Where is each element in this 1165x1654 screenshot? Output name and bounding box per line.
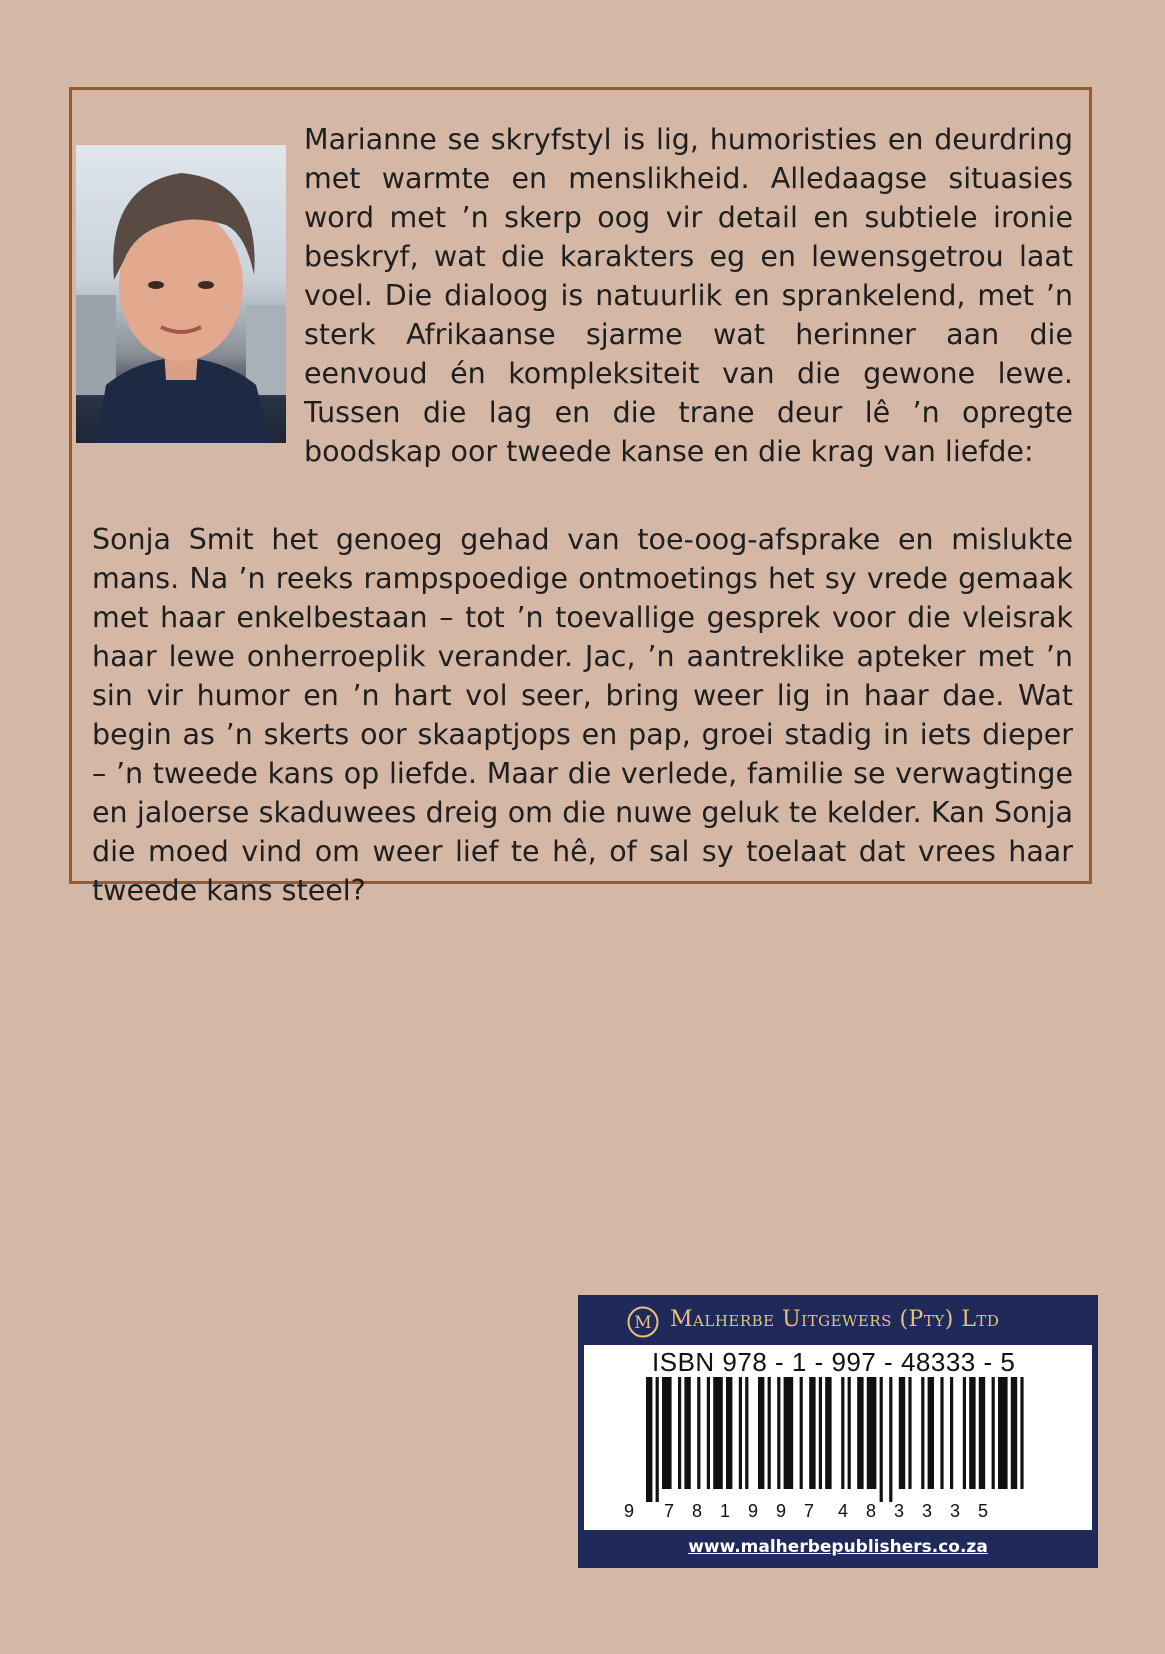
barcode-bar (758, 1377, 764, 1489)
barcode-digit: 9 (624, 1501, 635, 1521)
barcode-bar (684, 1377, 690, 1489)
barcode-bar (707, 1377, 710, 1489)
barcode-bar (656, 1377, 659, 1502)
barcode-digit: 8 (866, 1501, 877, 1521)
barcode-digit: 7 (804, 1501, 815, 1521)
isbn-block (578, 1295, 1098, 1568)
barcode-bar (784, 1377, 794, 1489)
isbn-number: ISBN 978 - 1 - 997 - 48333 - 5 (652, 1347, 1016, 1377)
barcode-bar (697, 1377, 700, 1489)
barcode-digits (584, 1501, 1092, 1527)
barcode-bar (646, 1377, 652, 1502)
barcode-bar (950, 1377, 953, 1489)
barcode-digit: 3 (922, 1501, 933, 1521)
barcode-bar (800, 1377, 803, 1489)
author-blurb-paragraph: Marianne se skryfstyl is lig, humoristies en deurdring met warmte en menslikheid. Alledaagse situasies word met ’n skerp oog vir detail en subtiele ironie beskryf, wat die karakters eg en lewensgetrou laat voel. Die dialoog is natuurlik en sprankelend, met ’n sterk Afrikaanse sjarme wat herinner aan die eenvoud én kompleksiteit van die gewone lewe. Tussen die lag en die trane deur lê ’n opregte boodskap oor tweede kanse en die krag van liefde: (304, 123, 1073, 468)
barcode-digit: 3 (950, 1501, 961, 1521)
barcode-digit: 5 (978, 1501, 989, 1521)
barcode-bar (726, 1377, 732, 1489)
barcode-bar (928, 1377, 934, 1489)
barcode-bar (713, 1377, 723, 1489)
author-portrait-illustration (76, 145, 286, 443)
publisher-name: Malherbe Uitgewers (Pty) Ltd (670, 1307, 1000, 1332)
barcode-bar (940, 1377, 943, 1489)
barcode-bar (739, 1377, 742, 1489)
barcode-bar (1020, 1377, 1023, 1489)
barcode-bar (777, 1377, 780, 1489)
barcode-bar (969, 1377, 975, 1489)
barcode-bar (857, 1377, 863, 1489)
barcode-digit: 4 (838, 1501, 849, 1521)
barcode-bar (809, 1377, 815, 1489)
story-synopsis-paragraph: Sonja Smit het genoeg gehad van toe-oog-afsprake en mislukte mans. Na ’n reeks rampspoedige ontmoetings het sy vrede gemaak met haar enkelbestaan – tot ’n toevallige gesprek voor die vleisrak haar lewe onherroeplik verander. Jac, ’n aantreklike apteker met ’n sin vir humor en ’n hart vol seer, bring weer lig in haar dae. Wat begin as ’n skerts oor skaaptjops en pap, groei stadig in iets dieper – ’n tweede kans op liefde. Maar die verlede, familie se verwagtinge en jaloerse skaduwees dreig om die nuwe geluk te kelder. Kan Sonja die moed vind om weer lief te hê, of sal sy toelaat dat vrees haar tweede kans steel? (92, 523, 1073, 907)
barcode-bar (848, 1377, 851, 1489)
barcode-digit: 8 (692, 1501, 703, 1521)
barcode-bar (745, 1377, 748, 1489)
barcode-bar (899, 1377, 905, 1489)
barcode-digit: 3 (894, 1501, 905, 1521)
barcode-panel (584, 1345, 1092, 1530)
barcode-digit: 7 (664, 1501, 675, 1521)
barcode-bar (825, 1377, 831, 1489)
publisher-website-link[interactable]: www.malherbepublishers.co.za (688, 1537, 988, 1557)
barcode-bar (662, 1377, 672, 1489)
barcode-bar (819, 1377, 822, 1489)
blurb-box (69, 87, 1092, 907)
barcode-bar (979, 1377, 985, 1489)
barcode-bar (880, 1377, 883, 1502)
author-photo (76, 145, 286, 443)
barcode-digit: 9 (776, 1501, 787, 1521)
barcode-bar (678, 1377, 681, 1489)
barcode-bar (867, 1377, 877, 1489)
barcode-bar (1011, 1377, 1017, 1489)
barcode (584, 1377, 1092, 1502)
barcode-digit: 9 (748, 1501, 759, 1521)
barcode-bar (992, 1377, 995, 1489)
svg-text:M: M (634, 1313, 652, 1333)
barcode-bar (963, 1377, 966, 1489)
barcode-bar (908, 1377, 911, 1489)
publisher-header (578, 1295, 1098, 1347)
barcode-bar (998, 1377, 1008, 1489)
barcode-digit: 1 (720, 1501, 731, 1521)
barcode-bar (889, 1377, 892, 1502)
barcode-bar (921, 1377, 924, 1489)
barcode-bar (841, 1377, 844, 1489)
barcode-bar (768, 1377, 771, 1489)
publisher-logo-icon (627, 1306, 659, 1338)
